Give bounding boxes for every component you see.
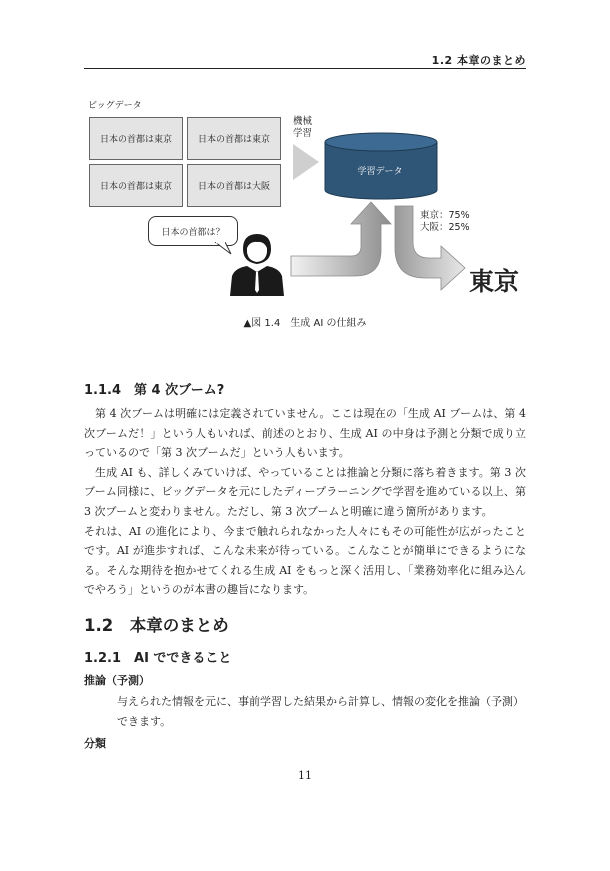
data-box: 日本の首都は大阪 — [187, 164, 281, 207]
term-inference: 推論（予測） — [84, 674, 150, 687]
section-heading-1-1-4: 1.1.4 第 4 次ブーム? — [84, 383, 225, 398]
section-body-1-1-4 — [84, 404, 526, 600]
header-rule — [84, 68, 526, 69]
page-number: 11 — [298, 769, 312, 782]
data-box: 日本の首都は東京 — [89, 117, 183, 160]
section-heading-1-2-1: 1.2.1 AI でできること — [84, 651, 232, 666]
question-text: 日本の首都は？ — [161, 227, 225, 238]
term-inference-description: 与えられた情報を元に、事前学習した結果から計算し、情報の変化を推論（予測）できます。 — [117, 695, 524, 728]
flow-arrows — [289, 200, 474, 300]
stat-tokyo: 東京：75% — [420, 210, 470, 221]
down-arrow-icon — [395, 206, 465, 290]
term-classification: 分類 — [84, 737, 106, 750]
running-head: 1.2 本章のまとめ — [431, 54, 526, 67]
up-arrow-icon — [291, 202, 391, 276]
figure-caption: ▲図 1.4 生成 AI の仕組み — [243, 318, 367, 329]
stat-osaka: 大阪：25% — [420, 222, 470, 233]
paragraph: 生成 AI も、詳しくみていけば、やっていることは推論と分類に落ち着きます。第 3 次ブーム同様に、ビッグデータを元にしたディープラーニングで学習を進めている以上、第 3 次ブームと変わりません。ただし、第 3 次ブームと明確に違う箇所があります。 — [84, 465, 526, 518]
machine-learning-label — [293, 116, 312, 140]
section-heading-1-2: 1.2 本章のまとめ — [84, 616, 229, 635]
machine-learning-label-line1: 機械 — [293, 116, 313, 127]
paragraph: それは、AI の進化により、今まで触れられなかった人々にもその可能性が広がったことです。AI が進歩すれば、こんな未来が待っている。こんなことが簡単にできるようになる。そんな期待を抱かせてくれる生成 AI をもっと深く活用し、「業務効率化に組み込んでやろう」というのが本書の趣旨になります。 — [84, 524, 526, 597]
paragraph: 第 4 次ブームは明確には定義されていません。ここは現在の「生成 AI ブームは、第 4 次ブームだ！」という人もいれば、前述のとおり、生成 AI の中身は予測と分類で成り立っているので「第 3 次ブームだ」という人もいます。 — [84, 407, 526, 460]
answer-text: 東京 — [469, 267, 520, 296]
data-box: 日本の首都は東京 — [89, 164, 183, 207]
database-label: 学習データ — [357, 167, 403, 177]
chevron-right-icon — [293, 144, 319, 180]
big-data-label: ビッグデータ — [88, 101, 142, 111]
businessperson-icon — [230, 232, 284, 296]
machine-learning-label-line2: 学習 — [293, 128, 313, 139]
data-box: 日本の首都は東京 — [187, 117, 281, 160]
figure-generative-ai — [84, 92, 526, 329]
